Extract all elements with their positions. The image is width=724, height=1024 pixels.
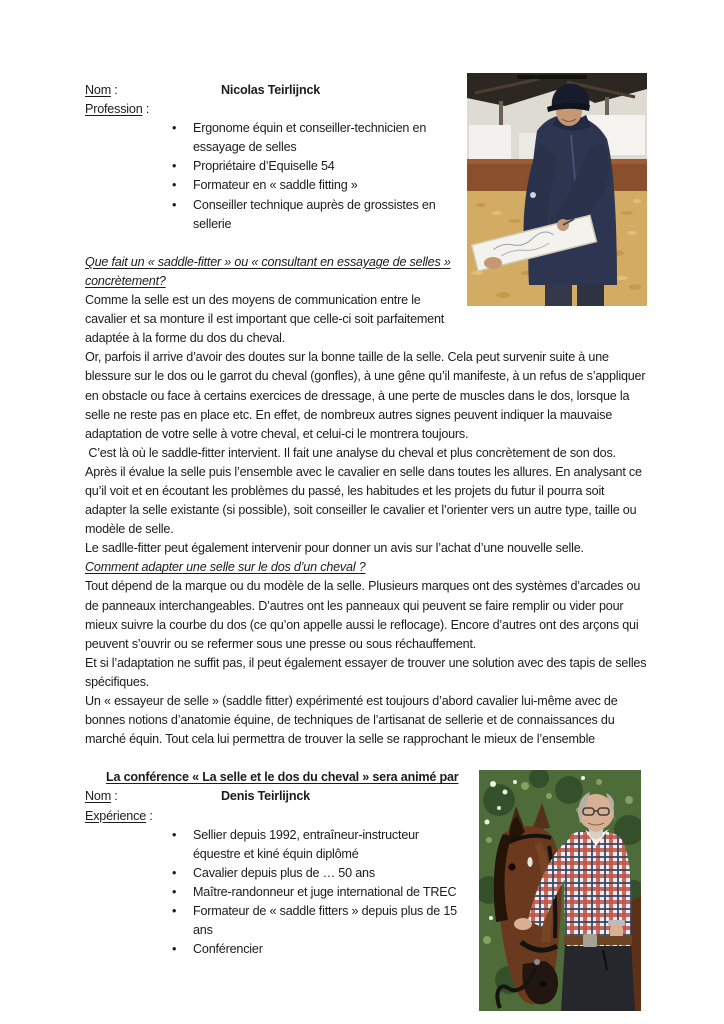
conference-heading: La conférence « La selle et le dos du cheval » sera animé par (106, 770, 459, 785)
question-heading-adapter-selle: Comment adapter une selle sur le dos d’un cheval ? (85, 560, 366, 575)
paragraph: Comme la selle est un des moyens de communication entre le cavalier et sa monture il est important que celle-ci soit parfaitement adaptée à la forme du dos du cheval. (85, 293, 448, 346)
list-item: • Ergonome équin et conseiller-technicien en essayage de selles (193, 119, 647, 157)
blank-line (85, 749, 647, 768)
paragraph: Un « essayeur de selle » (saddle fitter) expérimenté est toujours d’abord cavalier lui-même avec de bonnes notions d’anatomie équine, de techniques de l’artisanat de sellerie et de connaissances du marché équin. Tout cela lui permettra de trouver la selle se rapprochant le mieux de l’ensemble (85, 694, 621, 747)
list-item: • Propriétaire d’Equiselle 54 (193, 157, 647, 176)
name-value: Nicolas Teirlijnck (221, 83, 321, 97)
paragraph: Tout dépend de la marque ou du modèle de la selle. Plusieurs marques ont des systèmes d’arcades ou de panneaux interchangeables. D’autres ont les panneaux qui peuvent se faire remplir ou vider pour mieux suivre la courbe du dos (ce qu’on appelle aussi le reflocage). Encore d’autres ont des arçons qui peuvent s’ouvrir ou se refermer sous une presse ou sous réchauffement. (85, 579, 644, 651)
experience-list (85, 826, 647, 960)
paragraph: Or, parfois il arrive d’avoir des doutes sur la bonne taille de la selle. Cela peut survenir suite à une blessure sur le dos ou le garrot du cheval (gonfles), à une gêne qu’il manifeste, à un refus de s’appliquer en obstacle ou face à certains exercices de dressage, à une perte de muscles dans le dos, lorsque la selle ne reste pas en place etc. En effet, de nombreux autres signes peuvent indiquer la mauvaise adaptation de votre selle à votre cheval, et celui-ci le montrera toujours. (85, 350, 649, 441)
list-item: • Maître-randonneur et juge international de TREC (193, 883, 647, 902)
list-item: • Sellier depuis 1992, entraîneur-instructeur équestre et kiné équin diplômé (193, 826, 647, 864)
list-item: • Conférencier (193, 940, 647, 959)
name-label: Nom : (85, 83, 118, 97)
conference-name-label: Nom : (85, 789, 118, 804)
list-item: • Conseiller technique auprès de grossistes en sellerie (193, 196, 647, 234)
question-heading-saddle-fitter: Que fait un « saddle-fitter » ou « consultant en essayage de selles » concrètement? (85, 254, 451, 288)
list-item: • Formateur en « saddle fitting » (193, 176, 647, 195)
profession-list (85, 119, 647, 234)
paragraph: Et si l’adaptation ne suffit pas, il peut également essayer de trouver une solution avec des tapis de selles spécifiques. (85, 655, 650, 689)
list-item: • Formateur de « saddle fitters » depuis plus de 15 ans (193, 902, 647, 940)
paragraph: Le sadlle-fitter peut également intervenir pour donner un avis sur l’achat d’une nouvelle selle. (85, 541, 584, 556)
paragraph: C’est là où le saddle-fitter intervient. Il fait une analyse du cheval et plus concrètement de son dos. Après il évalue la selle puis l’ensemble avec le cavalier en selle dans toutes les allures. En analysant ce qu’il voit et en écoutant les problèmes du passé, les habitudes et les projets du futur il pourra soit adapter la selle existante (si possible), soit conseiller le cavalier et l’orienter vers un autre type, taille ou modèle de selle. (85, 445, 646, 537)
list-item: • Cavalier depuis plus de … 50 ans (193, 864, 647, 883)
profession-label: Profession : (85, 102, 150, 117)
conference-name-value: Denis Teirlijnck (221, 789, 310, 804)
experience-label: Expérience : (85, 808, 153, 823)
